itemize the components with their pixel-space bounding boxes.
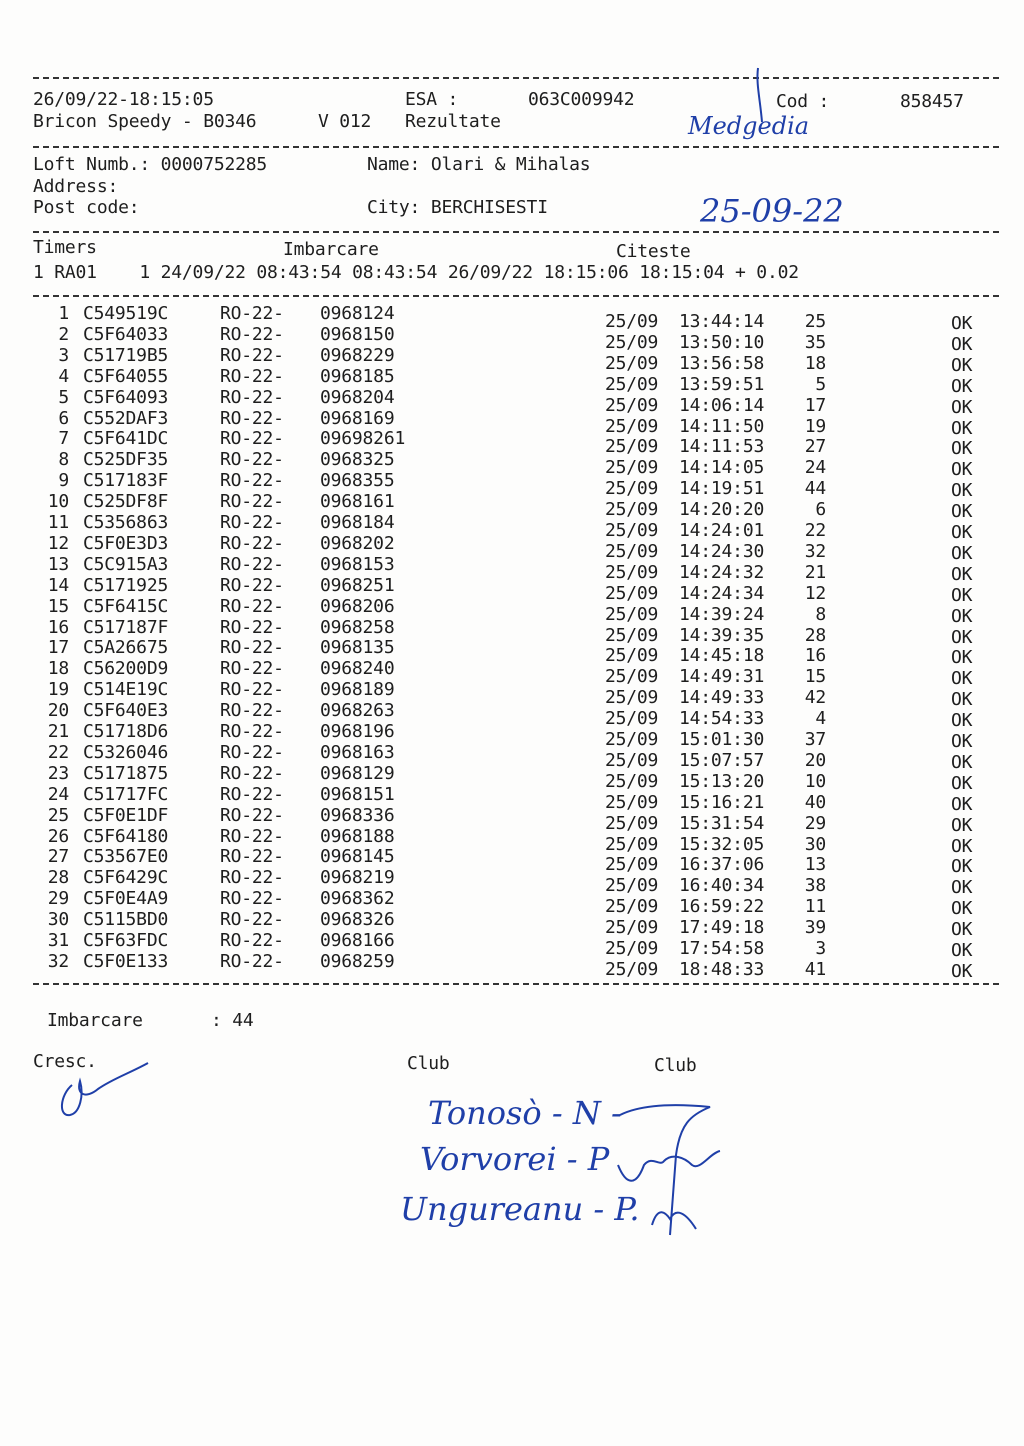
status: OK [951, 751, 973, 773]
arrival-date: 25/09 [605, 582, 659, 604]
row-number: 25 [47, 804, 69, 826]
arrival-time: 17:49:18 [679, 917, 765, 939]
row-number: 23 [47, 762, 69, 784]
chip-id: C5C915A3 [83, 553, 169, 575]
status: OK [951, 605, 973, 627]
ring-number: 0968229 [320, 344, 395, 366]
ring-number: 0968362 [320, 888, 395, 910]
ring-prefix: RO-22- [220, 888, 284, 910]
row-number: 20 [47, 700, 69, 722]
ring-prefix: RO-22- [220, 574, 284, 596]
ring-prefix: RO-22- [220, 344, 284, 366]
status: OK [951, 731, 973, 752]
arrival-date: 25/09 [605, 749, 659, 771]
arrival-date: 25/09 [605, 394, 659, 416]
arrival-time: 14:39:35 [679, 624, 765, 646]
chip-id: C5F640E3 [83, 700, 169, 722]
chip-id: C51718D6 [83, 721, 169, 742]
ring-prefix: RO-22- [220, 867, 284, 889]
arrival-date: 25/09 [605, 311, 659, 332]
status: OK [951, 438, 973, 460]
device-version: V 012 [318, 111, 372, 132]
status: OK [951, 940, 973, 961]
arrival-time: 13:59:51 [679, 373, 765, 395]
ring-prefix: RO-22- [220, 491, 284, 513]
arrival-date: 25/09 [605, 812, 659, 834]
position: 12 [804, 582, 826, 604]
ring-number: 0968124 [320, 303, 395, 324]
ring-prefix: RO-22- [220, 386, 284, 408]
position: 37 [804, 729, 826, 750]
chip-id: C5F0E133 [83, 950, 169, 972]
status: OK [951, 522, 973, 543]
ring-prefix: RO-22- [220, 762, 284, 784]
ring-prefix: RO-22- [220, 909, 284, 931]
ring-number: 0968219 [320, 867, 395, 889]
status: OK [951, 501, 973, 523]
ring-number: 0968145 [320, 846, 395, 868]
arrival-date: 25/09 [605, 708, 659, 730]
ring-prefix: RO-22- [220, 595, 284, 617]
ring-number: 0968258 [320, 616, 395, 638]
arrival-date: 25/09 [605, 436, 659, 458]
arrival-date: 25/09 [605, 729, 659, 750]
status: OK [951, 960, 973, 982]
ring-number: 0968184 [320, 512, 395, 533]
ring-number: 0968336 [320, 804, 395, 826]
loft-number: Loft Numb.: 0000752285 [33, 154, 268, 175]
row-number: 11 [47, 512, 69, 533]
ring-number: 0968263 [320, 700, 395, 722]
arrival-time: 14:49:31 [679, 666, 765, 688]
esa-label: ESA : [405, 89, 459, 110]
arrival-time: 17:54:58 [679, 938, 765, 959]
chip-id: C5F641DC [83, 428, 169, 450]
ring-prefix: RO-22- [220, 365, 284, 387]
position: 35 [804, 331, 826, 353]
position: 18 [804, 352, 826, 374]
row-number: 22 [47, 741, 69, 763]
position: 32 [804, 540, 826, 562]
row-number: 2 [58, 323, 69, 345]
arrival-time: 14:20:20 [679, 499, 765, 521]
imbarcare-total-value: : 44 [211, 1010, 254, 1031]
position: 30 [804, 833, 826, 855]
position: 40 [804, 791, 826, 813]
arrival-date: 25/09 [605, 373, 659, 395]
arrival-time: 14:54:33 [679, 708, 765, 730]
status: OK [951, 626, 973, 648]
arrival-time: 14:19:51 [679, 478, 765, 500]
row-number: 30 [47, 909, 69, 931]
arrival-time: 13:44:14 [679, 311, 765, 332]
club-label-1: Club [407, 1053, 450, 1074]
arrival-time: 15:01:30 [679, 729, 765, 750]
ring-number: 0968196 [320, 721, 395, 742]
position: 28 [804, 624, 826, 646]
ring-number: 0968202 [320, 532, 395, 554]
ring-number: 0968251 [320, 574, 395, 596]
status: OK [951, 584, 973, 606]
row-number: 13 [47, 553, 69, 575]
chip-id: C53567E0 [83, 846, 169, 868]
chip-id: C5115BD0 [83, 909, 169, 931]
row-number: 12 [47, 532, 69, 554]
ring-number: 0968259 [320, 950, 395, 972]
row-number: 19 [47, 679, 69, 701]
arrival-date: 25/09 [605, 958, 659, 980]
ring-prefix: RO-22- [220, 825, 284, 847]
row-number: 5 [58, 386, 69, 408]
ring-number: 09698261 [320, 428, 406, 450]
report-datetime: 26/09/22-18:15:05 [33, 89, 214, 110]
row-number: 17 [47, 637, 69, 659]
row-number: 14 [47, 574, 69, 596]
arrival-date: 25/09 [605, 666, 659, 688]
chip-id: C517187F [83, 616, 169, 638]
ring-prefix: RO-22- [220, 658, 284, 680]
ring-number: 0968188 [320, 825, 395, 847]
chip-id: C514E19C [83, 679, 169, 701]
separator-header [33, 146, 999, 148]
arrival-time: 18:48:33 [679, 958, 765, 980]
arrival-date: 25/09 [605, 331, 659, 353]
row-number: 32 [47, 950, 69, 972]
fancier-name: Name: Olari & Mihalas [367, 154, 591, 175]
position: 22 [804, 520, 826, 541]
ring-number: 0968355 [320, 470, 395, 492]
ring-prefix: RO-22- [220, 449, 284, 471]
chip-id: C5F0E3D3 [83, 532, 169, 554]
arrival-time: 14:39:24 [679, 603, 765, 625]
imbarcare-total-label: Imbarcare [47, 1010, 143, 1031]
ring-prefix: RO-22- [220, 804, 284, 826]
status: OK [951, 710, 973, 732]
ring-number: 0968185 [320, 365, 395, 387]
club-label-2: Club [654, 1055, 697, 1076]
row-number: 26 [47, 825, 69, 847]
arrival-date: 25/09 [605, 854, 659, 876]
position: 39 [804, 917, 826, 939]
ring-number: 0968240 [320, 658, 395, 680]
ring-prefix: RO-22- [220, 930, 284, 951]
status: OK [951, 689, 973, 711]
ring-prefix: RO-22- [220, 407, 284, 429]
arrival-time: 14:11:50 [679, 415, 765, 437]
arrival-time: 14:49:33 [679, 687, 765, 709]
signer-1: Tonosò - N - [428, 1094, 622, 1132]
club-signatures [600, 1095, 760, 1245]
arrival-time: 16:40:34 [679, 875, 765, 897]
arrival-date: 25/09 [605, 478, 659, 500]
position: 17 [804, 394, 826, 416]
arrival-date: 25/09 [605, 770, 659, 792]
arrival-time: 16:59:22 [679, 896, 765, 918]
ring-prefix: RO-22- [220, 616, 284, 638]
row-number: 4 [58, 365, 69, 387]
ring-number: 0968153 [320, 553, 395, 575]
ring-prefix: RO-22- [220, 428, 284, 450]
ring-number: 0968206 [320, 595, 395, 617]
handwritten-date: 25-09-22 [700, 192, 844, 230]
position: 6 [815, 499, 826, 521]
position: 20 [804, 749, 826, 771]
status: OK [951, 647, 973, 669]
position: 13 [804, 854, 826, 876]
chip-id: C5F64033 [83, 323, 169, 345]
ring-prefix: RO-22- [220, 783, 284, 805]
arrival-time: 15:16:21 [679, 791, 765, 813]
arrival-date: 25/09 [605, 645, 659, 667]
position: 15 [804, 666, 826, 688]
arrival-date: 25/09 [605, 603, 659, 625]
status: OK [951, 417, 973, 439]
cod-label: Cod : [776, 91, 830, 112]
row-number: 15 [47, 595, 69, 617]
arrival-date: 25/09 [605, 833, 659, 855]
status: OK [951, 542, 973, 564]
status: OK [951, 772, 973, 794]
ring-prefix: RO-22- [220, 303, 284, 324]
row-number: 28 [47, 867, 69, 889]
arrival-time: 14:24:30 [679, 540, 765, 562]
chip-id: C5171875 [83, 762, 169, 784]
chip-id: C5F6429C [83, 867, 169, 889]
chip-id: C5326046 [83, 741, 169, 763]
chip-id: C552DAF3 [83, 407, 169, 429]
post-code-label: Post code: [33, 197, 140, 218]
separator-top [33, 77, 999, 79]
status: OK [951, 877, 973, 899]
ring-prefix: RO-22- [220, 950, 284, 972]
status: OK [951, 459, 973, 481]
chip-id: C549519C [83, 303, 169, 324]
ring-prefix: RO-22- [220, 532, 284, 554]
esa-value: 063C009942 [528, 89, 635, 110]
row-number: 3 [58, 344, 69, 366]
ring-prefix: RO-22- [220, 721, 284, 742]
ring-number: 0968166 [320, 930, 395, 951]
row-number: 10 [47, 491, 69, 513]
position: 44 [804, 478, 826, 500]
ring-prefix: RO-22- [220, 846, 284, 868]
arrival-date: 25/09 [605, 687, 659, 709]
signer-3: Ungureanu - P. [400, 1190, 640, 1228]
status: OK [951, 668, 973, 690]
row-number: 1 [58, 303, 69, 324]
address-label: Address: [33, 176, 119, 197]
arrival-time: 13:50:10 [679, 331, 765, 353]
chip-id: C56200D9 [83, 658, 169, 680]
ring-number: 0968204 [320, 386, 395, 408]
position: 21 [804, 561, 826, 583]
separator-bottom [33, 983, 999, 985]
timers-label: Timers [33, 237, 97, 258]
arrival-time: 14:24:01 [679, 520, 765, 541]
citeste-header: Citeste [616, 241, 691, 262]
cresc-signature [50, 1055, 160, 1125]
ring-number: 0968129 [320, 762, 395, 784]
status: OK [951, 313, 973, 334]
ring-number: 0968163 [320, 741, 395, 763]
ring-prefix: RO-22- [220, 323, 284, 345]
separator-timers [33, 295, 999, 297]
position: 3 [815, 938, 826, 959]
arrival-time: 16:37:06 [679, 854, 765, 876]
arrival-date: 25/09 [605, 875, 659, 897]
arrival-time: 14:45:18 [679, 645, 765, 667]
position: 27 [804, 436, 826, 458]
chip-id: C5171925 [83, 574, 169, 596]
arrival-time: 15:32:05 [679, 833, 765, 855]
arrival-date: 25/09 [605, 938, 659, 959]
row-number: 24 [47, 783, 69, 805]
chip-id: C5A26675 [83, 637, 169, 659]
position: 25 [804, 311, 826, 332]
position: 41 [804, 958, 826, 980]
arrival-time: 14:06:14 [679, 394, 765, 416]
chip-id: C5F64055 [83, 365, 169, 387]
chip-id: C5F64180 [83, 825, 169, 847]
arrival-date: 25/09 [605, 415, 659, 437]
status: OK [951, 814, 973, 836]
position: 19 [804, 415, 826, 437]
arrival-date: 25/09 [605, 457, 659, 479]
status: OK [951, 898, 973, 920]
status: OK [951, 793, 973, 815]
status: OK [951, 333, 973, 355]
arrival-date: 25/09 [605, 520, 659, 541]
ring-prefix: RO-22- [220, 470, 284, 492]
position: 24 [804, 457, 826, 479]
ring-number: 0968169 [320, 407, 395, 429]
status: OK [951, 835, 973, 857]
ring-number: 0968161 [320, 491, 395, 513]
ring-prefix: RO-22- [220, 637, 284, 659]
arrival-time: 14:14:05 [679, 457, 765, 479]
chip-id: C525DF8F [83, 491, 169, 513]
chip-id: C5F6415C [83, 595, 169, 617]
city: City: BERCHISESTI [367, 197, 548, 218]
position: 8 [815, 603, 826, 625]
status: OK [951, 563, 973, 585]
chip-id: C5356863 [83, 512, 169, 533]
signer-2: Vorvorei - P [420, 1140, 610, 1178]
status: OK [951, 919, 973, 941]
arrival-date: 25/09 [605, 540, 659, 562]
position: 29 [804, 812, 826, 834]
arrival-date: 25/09 [605, 624, 659, 646]
chip-id: C525DF35 [83, 449, 169, 471]
row-number: 8 [58, 449, 69, 471]
chip-id: C51719B5 [83, 344, 169, 366]
arrival-time: 14:24:32 [679, 561, 765, 583]
arrival-date: 25/09 [605, 917, 659, 939]
ring-number: 0968151 [320, 783, 395, 805]
arrival-time: 15:07:57 [679, 749, 765, 771]
status: OK [951, 354, 973, 376]
ring-prefix: RO-22- [220, 741, 284, 763]
status: OK [951, 856, 973, 878]
chip-id: C5F63FDC [83, 930, 169, 951]
chip-id: C5F64093 [83, 386, 169, 408]
chip-id: C5F0E4A9 [83, 888, 169, 910]
arrival-date: 25/09 [605, 499, 659, 521]
row-number: 9 [58, 470, 69, 492]
arrival-date: 25/09 [605, 561, 659, 583]
ring-prefix: RO-22- [220, 679, 284, 701]
chip-id: C5F0E1DF [83, 804, 169, 826]
row-number: 7 [58, 428, 69, 450]
position: 38 [804, 875, 826, 897]
status: OK [951, 375, 973, 397]
position: 11 [804, 896, 826, 918]
row-number: 21 [47, 721, 69, 742]
ring-prefix: RO-22- [220, 700, 284, 722]
device-name: Bricon Speedy - B0346 [33, 111, 257, 132]
chip-id: C51717FC [83, 783, 169, 805]
ring-prefix: RO-22- [220, 553, 284, 575]
handwritten-location: Medgedia [688, 112, 810, 140]
row-number: 6 [58, 407, 69, 429]
arrival-time: 13:56:58 [679, 352, 765, 374]
position: 5 [815, 373, 826, 395]
ring-number: 0968135 [320, 637, 395, 659]
position: 4 [815, 708, 826, 730]
imbarcare-header: Imbarcare [283, 239, 379, 260]
row-number: 16 [47, 616, 69, 638]
report-type: Rezultate [405, 111, 501, 132]
arrival-time: 14:24:34 [679, 582, 765, 604]
row-number: 18 [47, 658, 69, 680]
arrival-time: 15:13:20 [679, 770, 765, 792]
position: 10 [804, 770, 826, 792]
row-number: 27 [47, 846, 69, 868]
arrival-date: 25/09 [605, 896, 659, 918]
row-number: 31 [47, 930, 69, 951]
cresc-label: Cresc. [33, 1051, 97, 1072]
arrival-date: 25/09 [605, 791, 659, 813]
row-number: 29 [47, 888, 69, 910]
separator-loft [33, 231, 999, 233]
ring-number: 0968150 [320, 323, 395, 345]
ring-number: 0968325 [320, 449, 395, 471]
arrival-time: 14:11:53 [679, 436, 765, 458]
ring-prefix: RO-22- [220, 512, 284, 533]
status: OK [951, 396, 973, 418]
ring-number: 0968189 [320, 679, 395, 701]
arrival-time: 15:31:54 [679, 812, 765, 834]
ring-number: 0968326 [320, 909, 395, 931]
arrival-date: 25/09 [605, 352, 659, 374]
status: OK [951, 480, 973, 502]
chip-id: C517183F [83, 470, 169, 492]
timer-line: 1 RA01 1 24/09/22 08:43:54 08:43:54 26/09/22 18:15:06 18:15:04 + 0.02 [33, 262, 799, 283]
cod-value: 858457 [900, 91, 964, 112]
position: 16 [804, 645, 826, 667]
position: 42 [804, 687, 826, 709]
